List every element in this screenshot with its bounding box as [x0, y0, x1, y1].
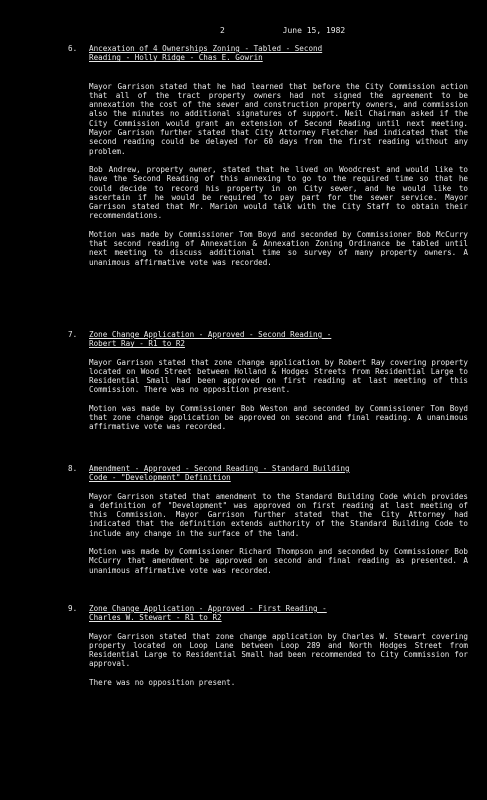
item-number: 9. [68, 604, 78, 613]
page-number: 2 [220, 26, 225, 35]
item-title-line: Amendment - Approved - Second Reading - Standard Building [89, 464, 350, 473]
item-title-line: Zone Change Application - Approved - First Reading - [89, 604, 327, 613]
item-paragraph: Mayor Garrison stated that zone change application by Charles W. Stewart covering property located on Loop Lane between Loop 289 and North Hodges Street from Residential Large to Residential Small had been recommended to City Commission for approval. [89, 631, 468, 669]
agenda-item [68, 44, 468, 276]
item-title-line: Charles W. Stewart - R1 to R2 [89, 613, 222, 623]
item-title-line: Reading - Holly Ridge - Chas E. Gowrin [89, 53, 263, 63]
item-title [89, 604, 468, 623]
item-body [89, 492, 468, 575]
item-number: 7. [68, 330, 78, 339]
item-paragraph: Motion was made by Commissioner Bob Weston and seconded by Commissioner Tom Boyd that zone change application be approved on second and final reading. A unanimous affirmative vote was recorded. [89, 403, 468, 432]
item-paragraph: Motion was made by Commissioner Richard Thompson and seconded by Commissioner Bob McCurry that amendment be approved on second and final reading as presented. A unanimous affirmative vote was recorded. [89, 547, 468, 575]
item-paragraph: There was no opposition present. [89, 677, 236, 687]
item-paragraph: Mayor Garrison stated that he had learned that before the City Commission action that all of the tract property owners had not signed the agreement to be annexation the cost of the sewer and construction property owners, and commission also the minutes no additional signatures of support. Neil Chairman asked if the City Commission would grant an extension of Second Reading until next meeting. Mayor Garrison further stated that City Attorney Fletcher had indicated that the second reading could be delayed for 60 days from the first reading without any problem. [89, 81, 468, 156]
item-title-line: Robert Ray - R1 to R2 [89, 339, 186, 349]
item-body [89, 358, 468, 432]
agenda-item [68, 330, 468, 441]
agenda-item [68, 464, 468, 584]
item-paragraph: Mayor Garrison stated that zone change application by Robert Ray covering property located on Wood Street between Holland & Hodges Streets from Residential Large to Residential Small had been approved on first reading at last meeting of this Commission. There was no opposition present. [89, 357, 468, 395]
item-paragraph: Motion was made by Commissioner Tom Boyd and seconded by Commissioner Bob McCurry that second reading of Annexation & Annexation Zoning Ordinance be tabled until next meeting to discuss additional time so survey of many property owners. A unanimous affirmative vote was recorded. [89, 229, 468, 267]
item-paragraph: Mayor Garrison stated that amendment to the Standard Building Code which provides a definition of "Development" was approved on first reading at last meeting of this Commission. Mayor Garrison further stated that the City Attorney had indicated that the definition extends authority of the Standard Building Code to include any change in the surface of the land. [89, 491, 468, 538]
item-title-line: Code - "Development" Definition [89, 473, 231, 483]
item-title [89, 44, 468, 63]
page-header [220, 26, 345, 35]
item-number: 6. [68, 44, 78, 53]
item-title [89, 330, 468, 349]
item-title-line: Zone Change Application - Approved - Second Reading - [89, 330, 332, 339]
item-body [89, 82, 468, 267]
item-paragraph: Bob Andrew, property owner, stated that he lived on Woodcrest and would like to have the Second Reading of this annexing to go to the required time so that he could decide to record his property in on City sewer, and he would like to ascertain if he would be required to pay part for the sewer service. Mayor Garrison stated that Mr. Marion would talk with the City Staff to obtain their recommendations. [89, 164, 468, 221]
item-body [89, 632, 468, 687]
page-date: June 15, 1982 [282, 26, 346, 35]
item-title [89, 464, 468, 483]
item-number: 8. [68, 464, 78, 473]
agenda-item [68, 604, 468, 696]
item-title-line: Ancexation of 4 Ownerships Zoning - Tabled - Second [89, 44, 323, 53]
